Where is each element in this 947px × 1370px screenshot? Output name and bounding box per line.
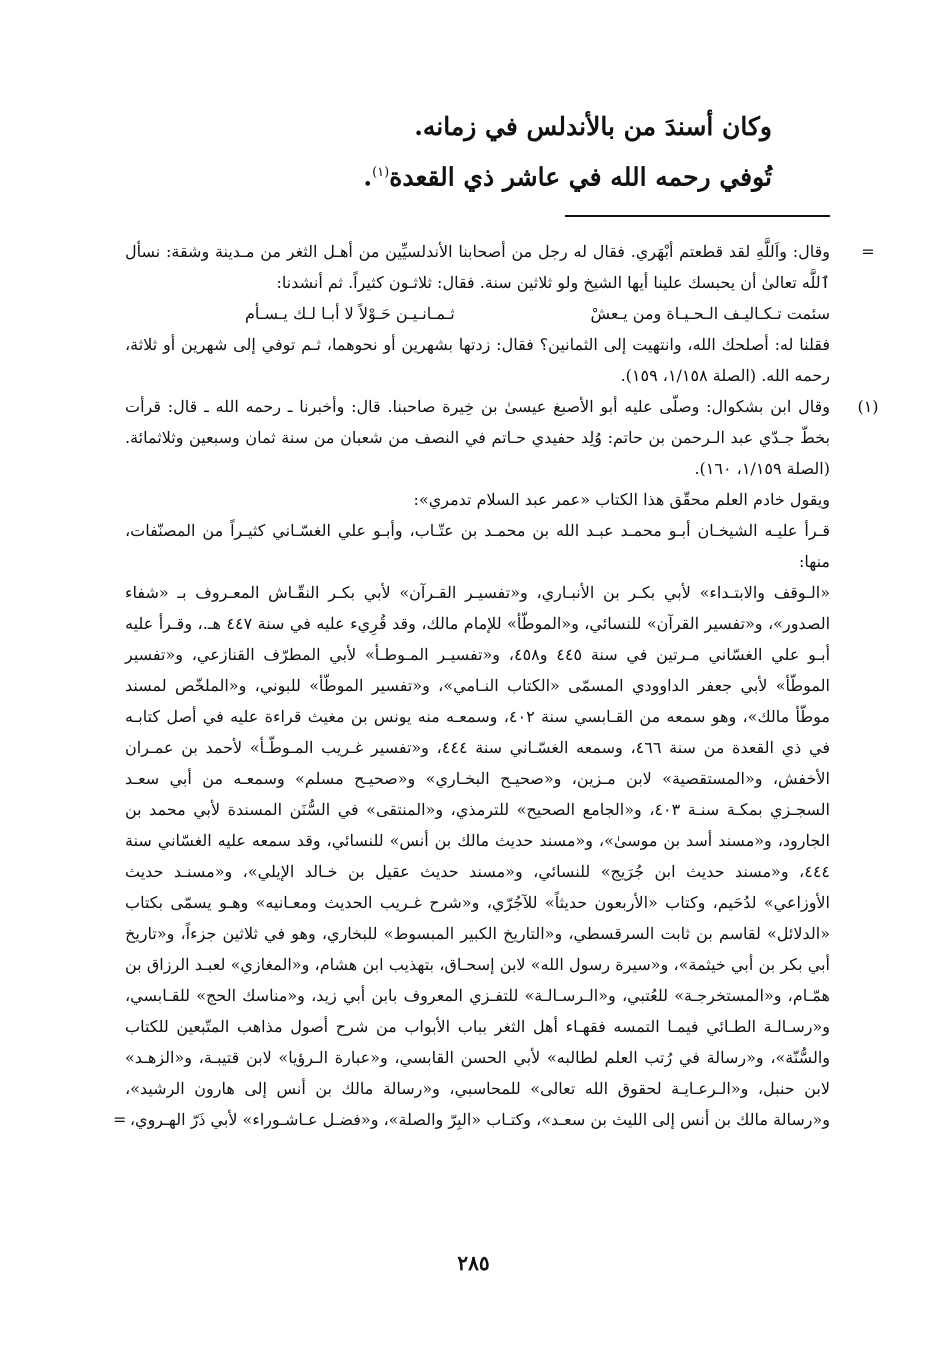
main-text — [112, 104, 772, 200]
main-text-line-2-end: . — [363, 162, 373, 192]
footnote-1-paragraph-1: وقال ابن بشكوال: وصلّى عليه أبو الأصبغ عيسىٰ بن خِيرة صاحبنا. قال: وأخبرنا ـ رحمه الله ـ قال: قرأت بخطّ جـدّي عبد الـرحمن بن حاتم: وُلِد حفيدي حـاتم في النصف من شعبان من سنة ثمان وسبعين وثلاثمائة. (الصلة ١/١٥٩، ١٦٠). — [125, 397, 830, 478]
footnote-1-marker: (١) — [857, 397, 879, 416]
footnote-1-paragraph-3: قـرأ عليـه الشيخـان أبـو محمـد عبـد الله بن محمـد بن عتّـاب، وأبـو علي الغسّـاني كثيـراً من المصنّفات، منها: — [125, 521, 830, 571]
footnote-1-paragraph-2: ويقول خادم العلم محقّق هذا الكتاب «عمر عبد السلام تدمري»: — [413, 490, 830, 509]
verse-first-hemistich: سئمت تـكـاليـف الـحـيـاة ومن يـعشْ — [590, 304, 830, 323]
footnote-reference-1[interactable]: (١) — [372, 165, 390, 180]
continued-marker: = — [861, 242, 875, 261]
verse-second-hemistich: ثـمـانـيـن حَـوْلاً لا أبـا لـك يـسـأم — [245, 304, 455, 323]
footnote-continued-paragraph-2: فقلنا له: أصلحك الله، وانتهيت إلى الثمانين؟ فقال: زدتها بشهرين أو نحوهما، ثـم توفي إلى شهرين أو ثلاثة، رحمه الله. (الصلة ١/١٥٨، ١٥٩). — [125, 335, 830, 385]
page-number: ٢٨٥ — [457, 1251, 490, 1275]
footnote-continued — [125, 236, 875, 391]
footnote-continued-paragraph-1: وقال: واَللَّهِ لقد قطعتم أبْهَري. فقال له رجل من أصحابنا الأندلسيِّين من أهـل الثغر من مـدينة وشقة: نسأل ٱللَّه تعالىٰ أن يحبسك علينا أيها الشيخ ولو ثلاثين سنة. فقال: ثلاثـون كثيراً. ثم أنشدنا: — [125, 242, 830, 292]
footnotes — [113, 236, 879, 1135]
poem-verse — [125, 298, 830, 329]
main-text-line-2-body: تُوفي رحمه الله في عاشر ذي القعدة — [389, 162, 772, 192]
footnote-separator — [565, 215, 830, 217]
main-text-line-2 — [112, 150, 772, 200]
continuation-marker: = — [113, 1110, 127, 1129]
footnote-1 — [113, 391, 879, 1135]
footnote-1-paragraph-4: «الـوقف والابتـداء» لأبي بكـر بن الأنبـاري، و«تفسيـر القـرآن» لأبي بكـر النقّـاش المعـروف بـ «شفاء الصدور»، و«تفسير القرآن» للنسائي، و«الموطّأ» للإمام مالك، وقد قُرِيء عليه في سنة ٤٤٧ هـ.، وقـرأ عليه أبـو علي الغسّاني مـرتين في سنة ٤٤٥ و٤٥٨، و«تفسيـر المـوطـأ» لأبي المطرّف القنازعي، و«تفسير الموطّأ» لأبي جعفر الداوودي المسمّى «الكتاب النـامي»، و«تفسير الموطّأ» للبوني، و«الملخّص لمسند موطّأ مالك»، وهو سمعه من القـابسي سنة ٤٠٢، وسمعـه منه يونس بن مغيث قراءة عليه في أصل كتابـه في ذي القعدة من سنة ٤٦٦، وسمعه الغسّـاني سنة ٤٤٤، و«تفسير غـريب المـوطّـأ» لأحمد بن عمـران الأخفش، و«المستقصية» لابن مـزين، و«صحيـح البخـاري» و«صحيـح مسلم» وسمعـه من أبي سعـد السجـزي بمكـة سنـة ٤٠٣، و«الجامع الصحيح» للترمذي، و«المنتقى» في السُّنَن المسندة لأبي محمد بن الجارود، و«مسند أسد بن موسىٰ»، و«مسند حديث مالك بن أنس» للنسائي، وقد سمعه عليه الغسّاني سنة ٤٤٤، و«مسند حديث ابن جُرَيج» للنسائي، و«مسند حديث عقيل بن خـالد الإيلي»، و«مسنـد حديث الأوزاعي» لدُحَيم، وكتاب «الأربعون حديثاً» للآجُرّي، و«شرح غـريب الحديث ومعـانيه» وهـو يسمّى بكتاب «الدلائل» لقاسم بن ثابت السرقسطي، و«التاريخ الكبير المبسوط» للبخاري، وهو في ثلاثين جزءاً، و«تاريخ أبي بكر بن أبي خيثمة»، و«سيرة رسول الله» لابن إسحـاق، بتهذيب ابن هشام، و«المغازي» لعبـد الرزاق بن همّـام، و«المستخرجـة» للعُتبي، و«الـرسـالـة» للتفـزي المعروف بابن أبي زيد، و«مناسك الحج» للقـابسي، و«رسـالـة الطـائي فيمـا التمسه فقهـاء أهل الثغر بباب الأبواب من شرح أصول مذاهب المتّبعين للكتاب والسُّنّة»، و«رسالة في رُتب العلم لطالبه» لأبي الحسن القابسي، و«عبارة الـرؤيا» لابن قتيبـة، و«الزهـد» لابن حنبل، و«الـرعـايـة لحقوق الله تعالى» للمحاسبي، و«رسالة مالك بن أنس إلى هارون الرشيد»، و«رسالة مالك بن أنس إلى الليث بن سعـد»، وكتـاب «البِرّ والصلة»، و«فضـل عـاشـوراء» لأبي ذَرّ الهـروي، — [125, 583, 831, 1129]
main-text-line-1: وكان أسندَ من بالأندلس في زمانه. — [414, 112, 772, 141]
